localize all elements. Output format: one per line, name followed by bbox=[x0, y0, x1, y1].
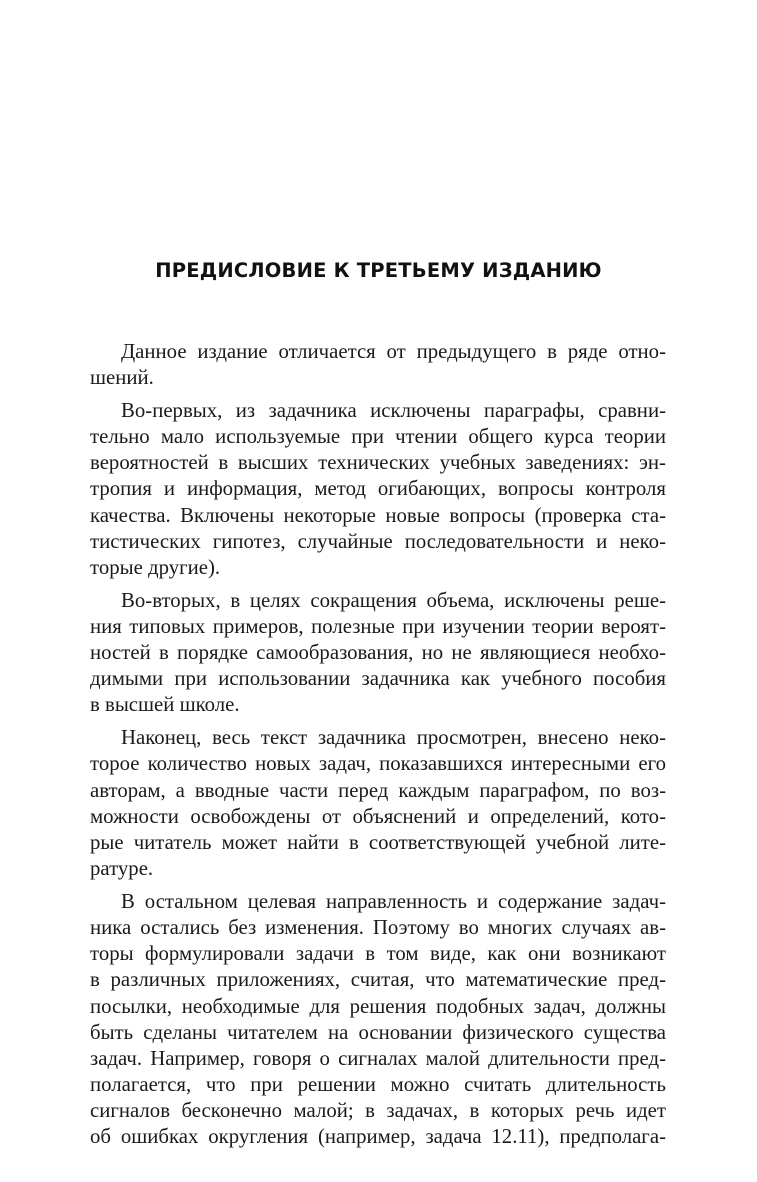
text-line: полагается, что при решении можно считать длительность bbox=[90, 1073, 666, 1097]
text-line: тельно мало используемые при чтении общего курса теории bbox=[90, 425, 666, 449]
text-line: в различных приложениях, считая, что математические пред- bbox=[90, 968, 666, 992]
preface-body bbox=[90, 339, 666, 1157]
text-line: об ошибках округления (например, задача 12.11), предполага- bbox=[90, 1125, 666, 1149]
text-line: тропия и информация, метод огибающих, вопросы контроля bbox=[90, 477, 666, 501]
text-line: ратуре. bbox=[90, 857, 154, 881]
text-line: вероятностей в высших технических учебных заведениях: эн- bbox=[90, 451, 666, 475]
text-line: Данное издание отличается от предыдущего в ряде отно- bbox=[121, 340, 666, 363]
text-line: посылки, необходимые для решения подобных задач, должны bbox=[90, 994, 666, 1018]
text-line: Во-первых, из задачника исключены параграфы, сравни- bbox=[121, 398, 666, 422]
text-line: качества. Включены некоторые новые вопросы (проверка ста- bbox=[90, 503, 666, 527]
text-line: в высшей школе. bbox=[90, 693, 240, 717]
text-line: димыми при использовании задачника как учебного пособия bbox=[90, 667, 666, 691]
text-line: ния типовых примеров, полезные при изучении теории вероят- bbox=[90, 614, 666, 638]
text-line: задач. Например, говоря о сигналах малой длительности пред- bbox=[90, 1046, 666, 1070]
text-line: авторам, а вводные части перед каждым параграфом, по воз- bbox=[90, 778, 666, 802]
text-line: торое количество новых задач, показавшихся интересными его bbox=[90, 752, 666, 776]
text-line: шений. bbox=[90, 366, 154, 390]
text-line: тистических гипотез, случайные последовательности и неко- bbox=[90, 529, 666, 553]
preface-heading: ПРЕДИСЛОВИЕ К ТРЕТЬЕМУ ИЗДАНИЮ bbox=[155, 259, 602, 282]
text-line: ника остались без изменения. Поэтому во многих случаях ав- bbox=[90, 915, 666, 939]
paragraph bbox=[90, 339, 666, 391]
text-line: Во-вторых, в целях сокращения объема, исключены реше- bbox=[121, 588, 666, 612]
paragraph bbox=[90, 889, 666, 1151]
paragraph bbox=[90, 725, 666, 882]
text-line: ностей в порядке самообразования, но не являющиеся необхо- bbox=[90, 641, 666, 665]
text-line: рые читатель может найти в соответствующей учебной лите- bbox=[90, 830, 666, 854]
text-line: торы формулировали задачи в том виде, как они возникают bbox=[90, 942, 666, 966]
text-line: В остальном целевая направленность и содержание задач- bbox=[121, 889, 666, 913]
paragraph bbox=[90, 398, 666, 581]
text-line: сигналов бесконечно малой; в задачах, в которых речь идет bbox=[90, 1099, 666, 1123]
text-line: можности освобождены от объяснений и определений, кото- bbox=[90, 804, 666, 828]
text-line: торые другие). bbox=[90, 556, 221, 579]
text-line: быть сделаны читателем на основании физического существа bbox=[90, 1020, 666, 1044]
paragraph bbox=[90, 588, 666, 719]
text-line: Наконец, весь текст задачника просмотрен, внесено неко- bbox=[121, 726, 666, 750]
